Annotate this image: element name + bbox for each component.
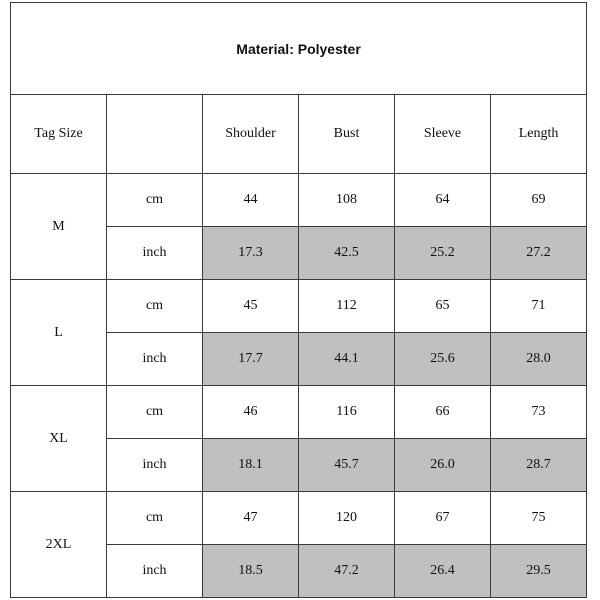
- header-row: [11, 95, 587, 174]
- cell-shoulder-inch: 18.5: [203, 545, 299, 598]
- cell-shoulder-cm: 45: [203, 280, 299, 333]
- cell-length-cm: 71: [491, 280, 587, 333]
- cell-shoulder-cm: 44: [203, 174, 299, 227]
- cell-shoulder-cm: 47: [203, 492, 299, 545]
- unit-cm: cm: [107, 174, 203, 227]
- cell-sleeve-cm: 65: [395, 280, 491, 333]
- unit-cm: cm: [107, 386, 203, 439]
- table-row: [11, 386, 587, 439]
- table-row: [11, 280, 587, 333]
- size-label-xl: XL: [11, 386, 107, 492]
- cell-bust-inch: 47.2: [299, 545, 395, 598]
- cell-length-inch: 28.0: [491, 333, 587, 386]
- cell-length-inch: 29.5: [491, 545, 587, 598]
- cell-shoulder-cm: 46: [203, 386, 299, 439]
- header-shoulder: Shoulder: [203, 95, 299, 174]
- unit-inch: inch: [107, 333, 203, 386]
- unit-inch: inch: [107, 439, 203, 492]
- cell-shoulder-inch: 17.7: [203, 333, 299, 386]
- cell-sleeve-inch: 26.0: [395, 439, 491, 492]
- cell-bust-cm: 120: [299, 492, 395, 545]
- cell-bust-cm: 116: [299, 386, 395, 439]
- header-length: Length: [491, 95, 587, 174]
- header-bust: Bust: [299, 95, 395, 174]
- header-sleeve: Sleeve: [395, 95, 491, 174]
- cell-shoulder-inch: 18.1: [203, 439, 299, 492]
- table-row: [11, 492, 587, 545]
- unit-cm: cm: [107, 280, 203, 333]
- cell-sleeve-inch: 25.6: [395, 333, 491, 386]
- size-chart-table: [10, 2, 587, 598]
- cell-bust-inch: 42.5: [299, 227, 395, 280]
- cell-length-cm: 75: [491, 492, 587, 545]
- cell-sleeve-inch: 26.4: [395, 545, 491, 598]
- table-title: Material: Polyester: [11, 3, 587, 95]
- cell-sleeve-cm: 66: [395, 386, 491, 439]
- table-row: [11, 174, 587, 227]
- cell-sleeve-cm: 64: [395, 174, 491, 227]
- cell-length-inch: 27.2: [491, 227, 587, 280]
- cell-bust-cm: 112: [299, 280, 395, 333]
- unit-inch: inch: [107, 545, 203, 598]
- unit-cm: cm: [107, 492, 203, 545]
- cell-sleeve-cm: 67: [395, 492, 491, 545]
- size-label-2xl: 2XL: [11, 492, 107, 598]
- cell-length-cm: 69: [491, 174, 587, 227]
- unit-inch: inch: [107, 227, 203, 280]
- header-unit: [107, 95, 203, 174]
- size-label-l: L: [11, 280, 107, 386]
- cell-bust-inch: 44.1: [299, 333, 395, 386]
- cell-bust-inch: 45.7: [299, 439, 395, 492]
- size-label-m: M: [11, 174, 107, 280]
- cell-length-cm: 73: [491, 386, 587, 439]
- cell-length-inch: 28.7: [491, 439, 587, 492]
- cell-sleeve-inch: 25.2: [395, 227, 491, 280]
- cell-bust-cm: 108: [299, 174, 395, 227]
- header-tag-size: Tag Size: [11, 95, 107, 174]
- cell-shoulder-inch: 17.3: [203, 227, 299, 280]
